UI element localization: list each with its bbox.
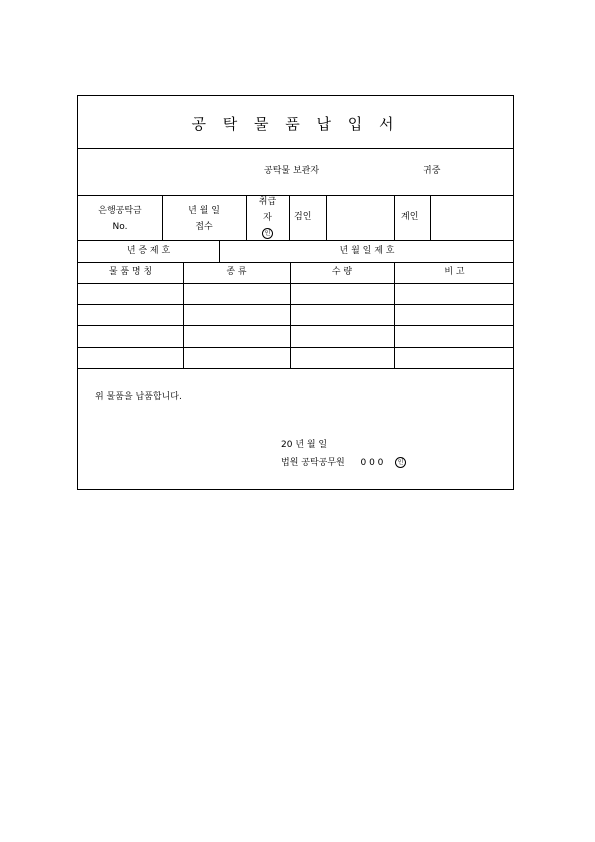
table-row xyxy=(78,283,513,304)
officer-name: 0 0 0 xyxy=(360,458,384,468)
handler-label-2: 자 xyxy=(263,213,272,223)
received-label: 접수 xyxy=(195,222,213,232)
custodian-honorific: 귀중 xyxy=(423,166,441,176)
divider xyxy=(162,195,163,240)
cert-number-right: 년 월 일 제 호 xyxy=(339,246,395,256)
table-row xyxy=(78,304,513,325)
count-seal-label: 계인 xyxy=(401,212,419,222)
custodian-label: 공탁물 보관자 xyxy=(264,166,320,176)
divider xyxy=(78,368,513,369)
page-title: 공 탁 물 품 납 입 서 xyxy=(191,115,400,133)
column-header-name: 물 품 명 칭 xyxy=(108,267,153,277)
handler-label: 취급 xyxy=(258,197,277,207)
cert-number-left: 년 증 제 호 xyxy=(126,246,171,256)
divider xyxy=(78,262,513,263)
sign-date: 20 년 월 일 xyxy=(281,440,328,450)
deposit-form xyxy=(77,95,514,490)
column-header-note: 비 고 xyxy=(444,267,465,277)
table-row xyxy=(78,347,513,368)
seal-icon: 인 xyxy=(395,457,406,468)
seal-icon: 인 xyxy=(262,228,273,239)
divider xyxy=(326,195,327,240)
number-label: No. xyxy=(112,222,128,232)
divider xyxy=(78,148,513,149)
column-header-quantity: 수 량 xyxy=(331,267,353,277)
officer-title: 법원 공탁공무원 xyxy=(281,458,345,468)
divider xyxy=(289,195,290,240)
receipt-date-label: 년 월 일 xyxy=(188,206,220,216)
divider xyxy=(78,240,513,241)
divider xyxy=(394,195,395,240)
inspect-label: 검인 xyxy=(294,212,312,222)
column-header-kind: 종 류 xyxy=(226,267,247,277)
sign-line xyxy=(281,457,406,469)
divider xyxy=(430,195,431,240)
table-row xyxy=(78,325,513,347)
divider xyxy=(78,195,513,196)
statement-text: 위 물품을 납품합니다. xyxy=(95,392,182,402)
handler-seal xyxy=(246,228,289,240)
bank-deposit-label: 은행공탁금 xyxy=(98,206,142,216)
